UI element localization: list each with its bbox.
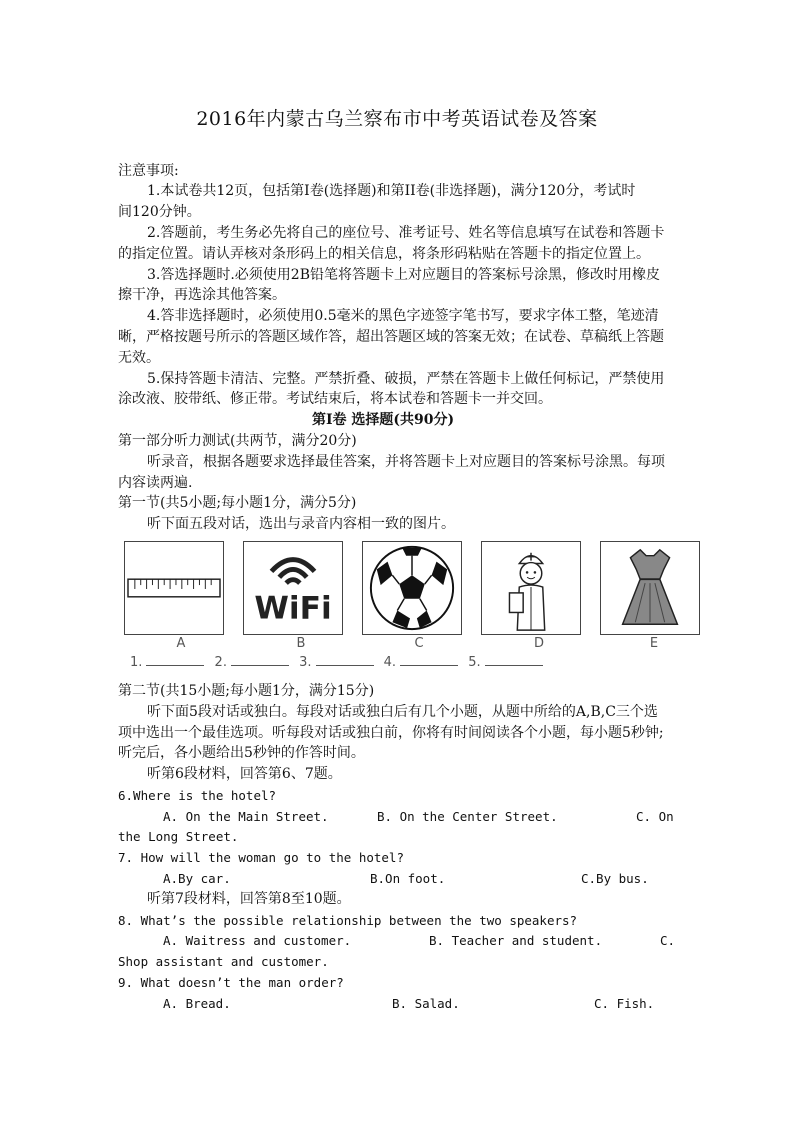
answer-blank[interactable] bbox=[146, 653, 204, 666]
page-title: 2016年内蒙古乌兰察布市中考英语试卷及答案 bbox=[196, 108, 598, 130]
answer-blank[interactable] bbox=[400, 653, 458, 666]
notice-line: 间120分钟。 bbox=[118, 204, 201, 220]
answer-blank[interactable] bbox=[231, 653, 289, 666]
picture-c bbox=[362, 541, 462, 635]
blank-label: 2. bbox=[214, 655, 227, 670]
picture-label: B bbox=[296, 636, 306, 651]
option-c: C. On bbox=[636, 809, 674, 824]
blank-label: 3. bbox=[299, 655, 312, 670]
soccer-ball-icon bbox=[363, 542, 461, 634]
option-b: B. Salad. bbox=[392, 996, 460, 1011]
question-9: 9. What doesn’t the man order? bbox=[118, 975, 344, 990]
instruction-line: 内容读两遍. bbox=[118, 475, 193, 491]
instruction-line: 听下面5段对话或独白。每段对话或独白后有几个小题，从题中所给的A,B,C三个选 bbox=[147, 704, 658, 720]
option-a: A. Bread. bbox=[163, 996, 231, 1011]
picture-b bbox=[243, 541, 343, 635]
option-c-cont: Shop assistant and customer. bbox=[118, 954, 329, 969]
instruction-line: 听下面五段对话，选出与录音内容相一致的图片。 bbox=[147, 516, 455, 532]
part-title: 第一部分听力测试(共两节，满分20分) bbox=[118, 433, 357, 449]
picture-e bbox=[600, 541, 700, 635]
doctor-icon bbox=[482, 542, 580, 634]
option-b: B. Teacher and student. bbox=[429, 933, 603, 948]
option-b: B. On the Center Street. bbox=[377, 809, 558, 824]
option-b: B.On foot. bbox=[370, 871, 446, 886]
notice-line: 晰，严格按题号所示的答题区域作答，超出答题区域的答案无效；在试卷、草稿纸上答题 bbox=[118, 329, 664, 345]
picture-d bbox=[481, 541, 581, 635]
option-a: A.By car. bbox=[163, 871, 231, 886]
option-a: A. On the Main Street. bbox=[163, 809, 329, 824]
instruction-line: 听完后，各小题给出5秒钟的作答时间。 bbox=[118, 745, 365, 761]
picture-label: D bbox=[533, 636, 544, 651]
notice-heading: 注意事项: bbox=[118, 163, 179, 179]
blank-label: 1. bbox=[130, 655, 143, 670]
notice-line: 无效。 bbox=[118, 350, 160, 366]
notice-line: 2.答题前，考生务必先将自己的座位号、准考证号、姓名等信息填写在试卷和答题卡 bbox=[147, 225, 665, 241]
option-c-cont: the Long Street. bbox=[118, 829, 239, 844]
notice-line: 涂改液、胶带纸、修正带。考试结束后，将本试卷和答题卡一并交回。 bbox=[118, 391, 552, 407]
notice-line: 的指定位置。请认弄核对条形码上的相关信息，将条形码粘贴在答题卡的指定位置上。 bbox=[118, 246, 650, 262]
answer-blank[interactable] bbox=[485, 653, 543, 666]
picture-label: C bbox=[414, 636, 424, 651]
picture-a bbox=[124, 541, 224, 635]
picture-label: A bbox=[176, 636, 186, 651]
option-c: C. bbox=[660, 933, 676, 948]
instruction-line: 听录音，根据各题要求选择最佳答案，并将答题卡上对应题目的答案标号涂黑。每项 bbox=[147, 454, 665, 470]
notice-line: 1.本试卷共12页，包括第Ⅰ卷(选择题)和第II卷(非选择题)，满分120分，考试时 bbox=[147, 183, 636, 199]
ruler-icon bbox=[125, 542, 223, 634]
option-c: C. Fish. bbox=[594, 996, 655, 1011]
question-7: 7. How will the woman go to the hotel? bbox=[118, 850, 404, 865]
blank-label: 4. bbox=[383, 655, 397, 670]
picture-label: E bbox=[649, 636, 659, 651]
question-6: 6.Where is the hotel? bbox=[118, 788, 277, 803]
option-a: A. Waitress and customer. bbox=[163, 933, 352, 948]
answer-blank[interactable] bbox=[316, 653, 374, 666]
subsection-title: 第二节(共15小题;每小题1分，满分15分) bbox=[118, 683, 375, 699]
dress-icon bbox=[601, 542, 699, 634]
notice-line: 4.答非选择题时，必须使用0.5毫米的黑色字迹签字笔书写，要求字体工整，笔迹清 bbox=[147, 308, 659, 324]
notice-line: 5.保持答题卡清洁、完整。严禁折叠、破损，严禁在答题卡上做任何标记，严禁使用 bbox=[147, 371, 665, 387]
question-8: 8. What’s the possible relationship between the two speakers? bbox=[118, 913, 578, 928]
wifi-icon bbox=[244, 542, 342, 634]
subsection-title: 第一节(共5小题;每小题1分，满分5分) bbox=[118, 495, 357, 511]
notice-line: 3.答选择题时.必须使用2B铅笔将答题卡上对应题目的答案标号涂黑，修改时用橡皮 bbox=[147, 267, 661, 283]
wifi-text: WiFi bbox=[254, 590, 332, 627]
material-note: 听第7段材料，回答第8至10题。 bbox=[147, 891, 351, 907]
instruction-line: 听第6段材料，回答第6、7题。 bbox=[147, 766, 342, 782]
answer-blanks bbox=[130, 653, 549, 670]
notice-line: 擦干净，再选涂其他答案。 bbox=[118, 287, 286, 303]
instruction-line: 项中选出一个最佳选项。听每段对话或独白前，你将有时间阅读各个小题，每小题5秒钟; bbox=[118, 725, 664, 741]
section-heading: 第Ⅰ卷 选择题(共90分) bbox=[312, 412, 455, 428]
option-c: C.By bus. bbox=[581, 871, 649, 886]
blank-label: 5. bbox=[468, 655, 481, 670]
